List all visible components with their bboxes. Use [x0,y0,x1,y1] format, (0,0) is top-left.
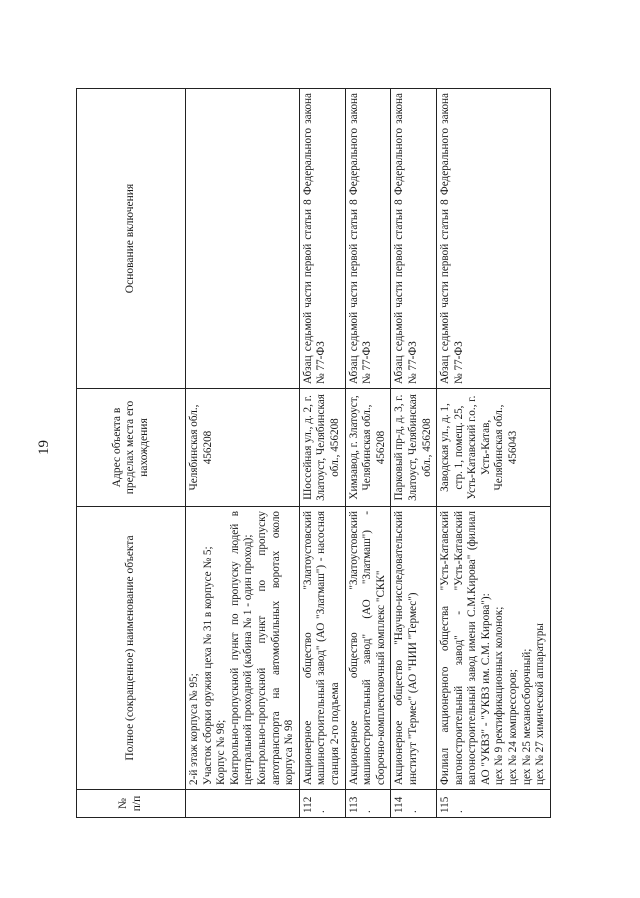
object-name-line: цех № 27 химической аппаратуры [534,623,547,785]
object-name-line: цех № 25 механосборочный; [520,648,533,785]
object-address: Заводская ул., д. 1, стр. 1, помещ. 25, Усть-Катавский г.о., г. Усть-Катав, Челябинская обл., 456043 [437,389,551,507]
header-address: Адрес объекта в пределах места его нахождения [77,389,186,507]
header-basis: Основание включения [77,89,186,389]
object-name-line: Корпус № 98; [215,719,228,785]
row-number: 112. [299,790,345,818]
object-name-line: Участок сборки оружия цеха № 31 в корпусе № 5; [201,546,214,785]
inclusion-basis: Абзац седьмой части первой статьи 8 Федерального закона № 77-ФЗ [299,89,345,389]
inclusion-basis: Абзац седьмой части первой статьи 8 Федерального закона № 77-ФЗ [391,89,437,389]
object-name-line: цех № 9 ректификационных колонок; [493,606,506,785]
inclusion-basis: Абзац седьмой части первой статьи 8 Федерального закона № 77-ФЗ [345,89,391,389]
header-name: Полное (сокращенное) наименование объекта [77,507,186,790]
table-body [186,89,551,818]
row-number [186,790,300,818]
object-name-line: Контрольно-пропускной пункт по пропуску автотранспорта на автомобильных воротах около корпуса № 98 [255,511,296,785]
table-header-row [77,89,186,818]
page-number: 19 [36,440,52,455]
object-name-line: 2-й этаж корпуса № 95; [188,673,200,785]
object-name-line: Акционерное общество "Златоустовский машиностроительный завод" (АО "Златмаш") - насосная станция 2-го подъема [301,511,341,785]
table-row [345,89,391,818]
header-num: № п/п [77,790,186,818]
object-address: Парковый пр-д, д. 3, г. Златоуст, Челябинская обл., 456208 [391,389,437,507]
object-address: Челябинская обл., 456208 [186,389,300,507]
object-name [437,507,551,790]
object-name [186,507,300,790]
object-name-line: Акционерное общество "Златоустовский машиностроительный завод" (АО "Златмаш") - сборочно-комплектовочный комплекс "СКК" [347,511,387,785]
table-row [299,89,345,818]
object-name [345,507,391,790]
object-address: Шоссейная ул., д. 2, г. Златоуст, Челябинская обл., 456208 [299,389,345,507]
object-address: Химзавод, г. Златоуст, Челябинская обл., 456208 [345,389,391,507]
table-row [186,89,300,818]
rotated-table-frame [76,88,546,818]
object-name-line: Филиал акционерного общества "Усть-Катавский вагоностроительный завод" - "Усть-Катавский вагоностроительный завод имени С.М.Кирова" (филиал АО "УКВЗ" - "УКВЗ им. С.М. Кирова"): [439,511,492,785]
inclusion-basis: Абзац седьмой части первой статьи 8 Федерального закона № 77-ФЗ [437,89,551,389]
row-number: 114. [391,790,437,818]
row-number: 113. [345,790,391,818]
objects-table [76,88,551,818]
inclusion-basis [186,89,300,389]
object-name-line: Акционерное общество "Научно-исследовательский институт "Термес" (АО "НИИ "Термес") [393,511,419,785]
row-number: 115. [437,790,551,818]
object-name-line: цех № 24 компрессоров; [507,669,520,785]
table-row [437,89,551,818]
object-name-line: Контрольно-пропускной пункт по пропуску людей в центральной проходной (кабина № 1 - один проход); [228,511,255,785]
object-name [391,507,437,790]
rotated-table-content [76,88,546,818]
table-row [391,89,437,818]
object-name [299,507,345,790]
